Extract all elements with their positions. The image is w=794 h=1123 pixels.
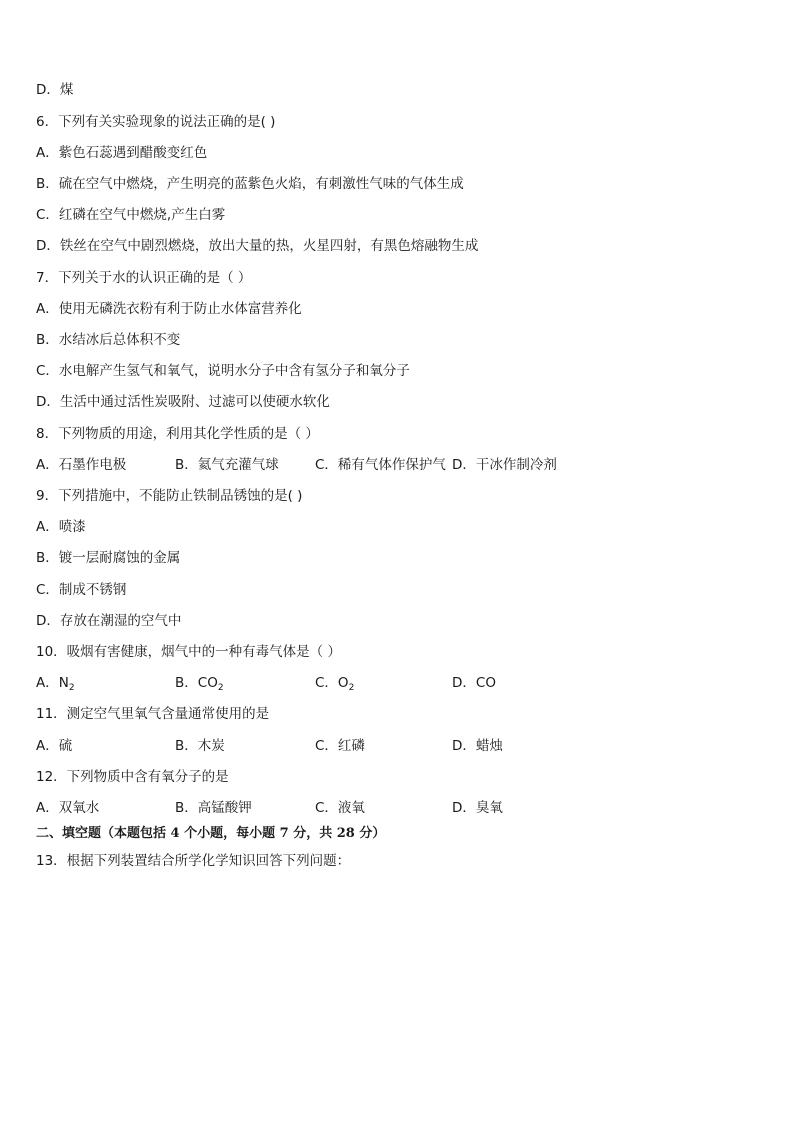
q11-option-a: A．硫 [36, 738, 73, 754]
q7-option-a: A．使用无磷洗衣粉有利于防止水体富营养化 [36, 301, 302, 317]
q10-option-c [315, 673, 354, 693]
q5-option-d: D．煤 [36, 82, 74, 98]
q6-stem: 6．下列有关实验现象的说法正确的是( ) [36, 114, 276, 130]
q10-stem: 10．吸烟有害健康，烟气中的一种有毒气体是（ ） [36, 644, 341, 660]
q12-option-a: A．双氧水 [36, 800, 100, 816]
q6-option-a: A．紫色石蕊遇到醋酸变红色 [36, 145, 208, 161]
q6-option-d: D．铁丝在空气中剧烈燃烧，放出大量的热，火星四射，有黑色熔融物生成 [36, 238, 479, 254]
q11-option-b: B．木炭 [175, 738, 225, 754]
q11-stem: 11．测定空气里氧气含量通常使用的是 [36, 706, 270, 722]
q10-option-a-text: A．N [36, 675, 69, 691]
q12-option-b: B．高锰酸钾 [175, 800, 252, 816]
q10-option-a [36, 673, 75, 693]
q7-stem: 7．下列关于水的认识正确的是（ ） [36, 270, 252, 286]
q10-option-c-text: C．O [315, 675, 349, 691]
q7-option-d: D．生活中通过活性炭吸附、过滤可以使硬水软化 [36, 394, 330, 410]
q11-option-d: D．蜡烛 [452, 738, 503, 754]
q8-option-b: B．氦气充灌气球 [175, 457, 279, 473]
q12-stem: 12．下列物质中含有氧分子的是 [36, 769, 229, 785]
q10-option-b-sub: 2 [217, 683, 224, 693]
q10-option-d [452, 673, 496, 693]
q10-option-b [175, 673, 224, 693]
q7-option-b: B．水结冰后总体积不变 [36, 332, 181, 348]
q12-options [36, 798, 756, 818]
q13-stem: 13．根据下列装置结合所学化学知识回答下列问题： [36, 853, 351, 869]
q11-options [36, 736, 756, 756]
q9-option-a: A．喷漆 [36, 519, 86, 535]
q11-option-c: C．红磷 [315, 738, 365, 754]
q12-option-c: C．液氧 [315, 800, 365, 816]
q6-option-b: B．硫在空气中燃烧，产生明亮的蓝紫色火焰，有刺激性气味的气体生成 [36, 176, 464, 192]
q9-stem: 9．下列措施中，不能防止铁制品锈蚀的是( ) [36, 488, 303, 504]
q10-option-d-text: D．CO [452, 675, 496, 691]
q10-option-b-text: B．CO [175, 675, 218, 691]
section-heading-fill-in: 二、填空题（本题包括 4 个小题，每小题 7 分，共 28 分） [36, 826, 386, 841]
q9-option-b: B．镀一层耐腐蚀的金属 [36, 550, 181, 566]
q8-option-a: A．石墨作电极 [36, 457, 127, 473]
q8-option-d: D．干冰作制冷剂 [452, 457, 557, 473]
q10-option-c-sub: 2 [348, 683, 355, 693]
q7-option-c: C．水电解产生氢气和氧气，说明水分子中含有氢分子和氧分子 [36, 363, 410, 379]
q9-option-d: D．存放在潮湿的空气中 [36, 613, 182, 629]
q8-option-c: C．稀有气体作保护气 [315, 457, 446, 473]
q10-options [36, 673, 756, 693]
q8-options [36, 455, 756, 475]
q6-option-c: C．红磷在空气中燃烧,产生白雾 [36, 207, 226, 223]
q12-option-d: D．臭氧 [452, 800, 503, 816]
q9-option-c: C．制成不锈钢 [36, 582, 127, 598]
q8-stem: 8．下列物质的用途，利用其化学性质的是（ ） [36, 426, 319, 442]
q10-option-a-sub: 2 [68, 683, 75, 693]
